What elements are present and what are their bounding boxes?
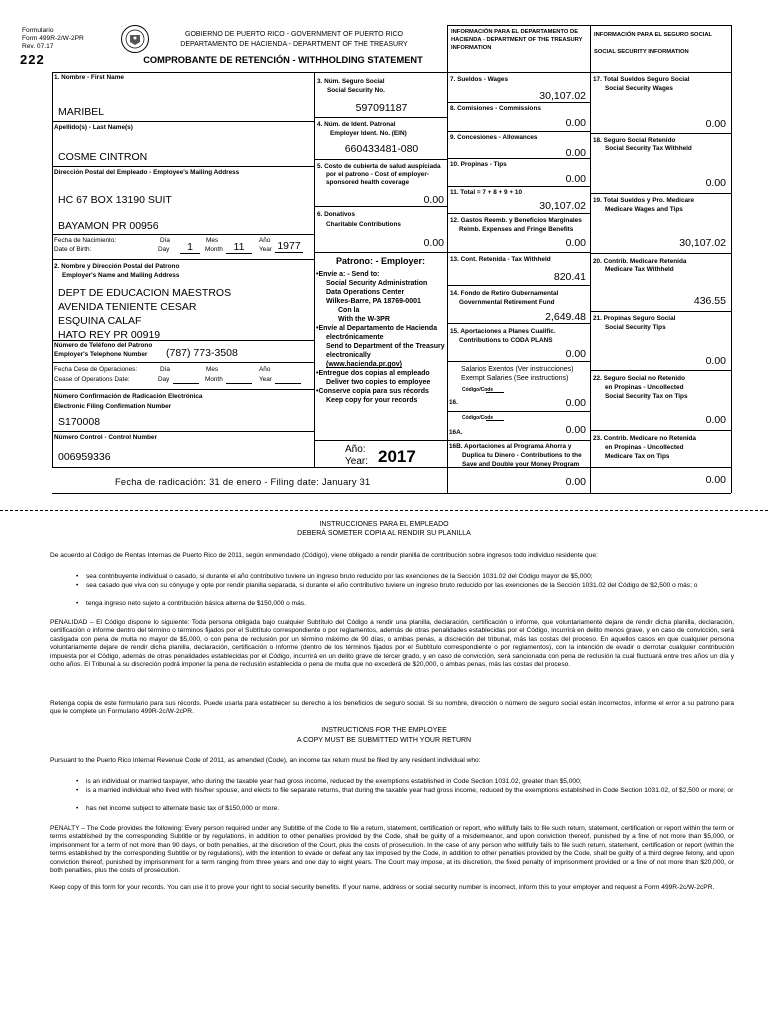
- ssn-value: 597091187: [355, 102, 408, 114]
- hacienda-link[interactable]: (www.hacienda.pr.gov): [326, 361, 402, 368]
- ss-wages-label-es: 17. Total Sueldos Seguro Social: [593, 76, 690, 83]
- divider: [447, 213, 590, 214]
- instructions-bullet3-es: tenga ingreso neto sujeto a contribución básica alterna de $150,000 o más.: [86, 600, 306, 607]
- divider: [447, 440, 590, 441]
- divider: [52, 72, 53, 467]
- divider: [590, 133, 731, 134]
- divider: [731, 25, 732, 493]
- health-cost-value: 0.00: [423, 194, 444, 206]
- divider: [447, 361, 590, 362]
- divider: [447, 323, 590, 324]
- divider: [447, 411, 590, 412]
- divider: [314, 159, 447, 160]
- birth-date-label-es: Fecha de Nacimiento:: [54, 237, 117, 244]
- divider: [447, 102, 590, 103]
- uncollected-medicare-label-l3: Medicare Tax on Tips: [605, 453, 670, 460]
- divider: [447, 186, 590, 187]
- instructions-bullet1-en: is an individual or married taxpayer, who during the taxable year had gross income, reduced by the exemptions established in Code Section 1031.02, greater than $5,000;: [86, 778, 582, 785]
- uncollected-ss-label-l1: 22. Seguro Social no Retenido: [593, 375, 685, 382]
- bullet-icon: •: [76, 582, 79, 589]
- cease-month-label-es: Mes: [206, 366, 219, 373]
- allowances-value: 0.00: [565, 147, 586, 159]
- birth-day-label-en: Day: [158, 246, 170, 253]
- save-double-label-l3: Save and Double your Money Program: [462, 461, 580, 468]
- last-name-value: COSME CINTRON: [58, 151, 148, 163]
- divider: [590, 430, 731, 431]
- save-double-value: 0.00: [565, 476, 586, 488]
- ssa-city: Wilkes-Barre, PA 18769-0001: [326, 298, 421, 305]
- instructions-heading-es: INSTRUCCIONES PARA EL EMPLEADO: [319, 521, 449, 528]
- department-title: DEPARTAMENTO DE HACIENDA - DEPARTMENT OF THE TREASURY: [180, 41, 408, 48]
- divider: [590, 193, 731, 194]
- code-blank-16a: [486, 415, 504, 421]
- control-number-value: 006959336: [58, 451, 111, 463]
- employer-name-line3: ESQUINA CALAF: [58, 315, 142, 327]
- bullet-icon: •: [76, 805, 79, 812]
- birth-year-value: 1977: [275, 240, 303, 253]
- with-label-en: With the W-3PR: [338, 316, 390, 323]
- ssa-name: Social Security Administration: [326, 280, 428, 287]
- bullet-icon: •: [76, 573, 79, 580]
- health-cost-label-l1: 5. Costo de cubierta de salud auspiciada: [317, 163, 441, 170]
- divider: [52, 121, 314, 122]
- first-name-label: 1. Nombre - First Name: [54, 74, 124, 81]
- keep-copy-es: •Conserve copia para sus récords: [316, 388, 429, 395]
- allowances-label: 9. Concesiones - Allowances: [450, 134, 538, 141]
- divider: [447, 25, 731, 26]
- instructions-intro-en: Pursuant to the Puerto Rico Internal Revenue Code of 2011, as amended (Code), an income tax return must be filed by any resident individual who:: [50, 757, 481, 764]
- retirement-label-es: 14. Fondo de Retiro Gubernamental: [450, 290, 559, 297]
- code-label-16: Código/Code: [462, 387, 494, 393]
- instructions-bullet1-es: sea contribuyente individual o casado, si durante el año contributivo tuviere un ingreso bruto reducido por las exenciones de la Sección 1031.02 del Código mayor de $5,000;: [86, 573, 593, 580]
- cease-year-label-en: Year: [259, 376, 272, 383]
- employee-address-label: Dirección Postal del Empleado - Employee's Mailing Address: [54, 169, 240, 176]
- retirement-value: 2,649.48: [545, 311, 586, 323]
- form-revision: Rev. 07.17: [22, 43, 54, 50]
- ein-value: 660433481-080: [344, 143, 419, 155]
- tax-year-label-en: Year:: [345, 456, 368, 467]
- cease-year-blank: [275, 376, 301, 384]
- employer-name-line1: DEPT DE EDUCACION MAESTROS: [58, 287, 232, 299]
- ss-info-heading-en: SOCIAL SECURITY INFORMATION: [594, 49, 689, 55]
- wages-value: 30,107.02: [539, 90, 586, 102]
- employer-name-line2: AVENIDA TENIENTE CESAR: [58, 301, 197, 313]
- tax-withheld-label: 13. Cont. Retenida - Tax Withheld: [450, 256, 551, 263]
- uncollected-medicare-value: 0.00: [705, 474, 726, 486]
- control-number-label: Número Control - Control Number: [54, 434, 157, 441]
- cease-month-blank: [226, 376, 252, 384]
- tips-label: 10. Propinas - Tips: [450, 161, 507, 168]
- treasury-info-heading: INFORMACIÓN PARA EL DEPARTAMENTO DE HACIENDA - DEPARTMENT OF THE TREASURY INFORMATION: [451, 29, 583, 51]
- medicare-withheld-label-en: Medicare Tax Withheld: [605, 266, 674, 273]
- divider: [447, 285, 590, 286]
- instructions-heading-en: INSTRUCTIONS FOR THE EMPLOYEE: [321, 727, 447, 734]
- divider: [447, 158, 590, 159]
- bullet-icon: •: [76, 787, 79, 794]
- employer-name-line4: HATO REY PR 00919: [58, 329, 161, 341]
- total-value: 30,107.02: [539, 200, 586, 212]
- divider: [447, 131, 590, 132]
- code-blank-16: [486, 387, 504, 393]
- divider: [52, 362, 314, 363]
- medicare-withheld-label-es: 20. Contrib. Medicare Retenida: [593, 258, 687, 265]
- donations-value: 0.00: [423, 237, 444, 249]
- birth-year-label-en: Year: [259, 246, 272, 253]
- employer-phone-label-en: Employer's Telephone Number: [54, 351, 148, 358]
- first-name-value: MARIBEL: [58, 106, 105, 118]
- medicare-wages-value: 30,107.02: [679, 237, 726, 249]
- fringe-value: 0.00: [565, 237, 586, 249]
- divider: [447, 25, 448, 493]
- divider: [52, 467, 731, 468]
- ein-label-en: Employer Ident. No. (EIN): [330, 130, 407, 137]
- divider: [52, 259, 314, 260]
- divider: [52, 234, 314, 235]
- box16a-number: 16A.: [449, 429, 463, 436]
- ss-tips-value: 0.00: [705, 355, 726, 367]
- employer-phone-label-es: Número de Teléfono del Patrono: [54, 342, 153, 349]
- save-double-label-l1: 16B. Aportaciones al Programa Ahorra y: [449, 443, 572, 450]
- cease-date-label-en: Cease of Operations Date:: [54, 376, 130, 383]
- efile-label-es: Número Confirmación de Radicación Electrónica: [54, 393, 203, 400]
- ss-tips-label-es: 21. Propinas Seguro Social: [593, 315, 676, 322]
- coda-value: 0.00: [565, 348, 586, 360]
- instructions-bullet2-es: sea casado que viva con su cónyuge y opte por rendir planilla separada, si durante el año contributivo tuviere un ingreso bruto reducido por las exenciones de la Sección 1031.02 del Código de $2,500 o más; o: [86, 582, 698, 589]
- divider: [314, 252, 447, 253]
- keep-copy-text-en: Keep copy of this form for your records. You can use it to prove your right to social security benefits. If your name, address or social security number is incorrect, inform this to your employer and request a Form 499R-2c/W-2cPR.: [50, 884, 715, 891]
- instructions-bullet2-en: is a married individual who lived with his/her spouse, and elects to file separate returns, that during the taxable year had gross income, reduced by the exemptions established in Code Section 1031.02, of $2,500 or more; or: [86, 787, 734, 794]
- instructions-bullet3-en: has net income subject to alternate basic tax of $150,000 or more.: [86, 805, 280, 812]
- employer-name-label-es: 2. Nombre y Dirección Postal del Patrono: [54, 263, 180, 270]
- donations-label-en: Charitable Contributions: [326, 221, 401, 228]
- box16a-value: 0.00: [565, 424, 586, 436]
- send-electronic-es-2: electrónicamente: [326, 334, 384, 341]
- keep-copy-en: Keep copy for your records: [326, 397, 418, 404]
- health-cost-label-l3: sponsored health coverage: [326, 179, 410, 186]
- instructions-intro-es: De acuerdo al Código de Rentas Internas de Puerto Rico de 2011, según enmendado (Código), viene obligado a rendir planilla de contribución sobre ingresos todo individuo residente que:: [50, 552, 598, 559]
- save-double-label-l2: Duplica tu Dinero - Contributions to the: [462, 452, 582, 459]
- divider: [314, 206, 447, 207]
- exempt-salaries-label-es: Salarios Exentos (Ver instrucciones): [461, 366, 574, 373]
- government-title: GOBIERNO DE PUERTO RICO - GOVERNMENT OF PUERTO RICO: [185, 31, 403, 38]
- penalty-text-en: PENALTY – The Code provides the following: Every person required under any Subtitle of the Code to file a return, statement, certification or report, who willfully fails to file such return, statement, certification or report within the term or terms established by the corresponding Subtitle or by regulations, in addition to other penalties provided by the Code, shall be guilty of a misdemeanor, and upon conviction thereof, punished by a fine of not more than $5,000, or imprisonment for a term of not more than 90 days, or both penalties, at the discretion of the Court, plus the costs of prosecution. In the case of any person who willfully fails to file such return, statement, certification or report (within the terms established by the corresponding Subtitle or by regulations), with the intention to evade or defeat any tax imposed by the Code, in addition to other penalties provided by the Code, shall be guilty of a third degree felony, and upon conviction thereof, punished by imprisonment for a term ranging from three years and one day to eight years. The Court may impose, at its discretion, the fixed penalty of imprisonment provided or a fine of not more than $20,000, or both penalties, plus the costs of prosecution.: [50, 825, 734, 875]
- retirement-label-en: Governmental Retirement Fund: [459, 299, 555, 306]
- divider: [314, 72, 315, 467]
- with-label-es: Con la: [338, 307, 360, 314]
- ein-label-es: 4. Núm. de Ident. Patronal: [317, 121, 396, 128]
- birth-month-label-en: Month: [205, 246, 223, 253]
- divider: [52, 72, 731, 73]
- health-cost-label-l2: por el patrono - Cost of employer-: [326, 171, 429, 178]
- divider: [590, 311, 731, 312]
- bullet-icon: •: [76, 778, 79, 785]
- wages-label: 7. Sueldos - Wages: [450, 76, 509, 83]
- employee-address-line2: BAYAMON PR 00956: [58, 220, 159, 232]
- divider: [590, 253, 731, 254]
- box16-number: 16.: [449, 399, 458, 406]
- ss-withheld-label-en: Social Security Tax Withheld: [605, 145, 692, 152]
- divider: [52, 166, 314, 167]
- medicare-wages-label-en: Medicare Wages and Tips: [605, 206, 683, 213]
- efile-label-en: Electronic Filing Confirmation Number: [54, 403, 172, 410]
- uncollected-medicare-label-l2: en Propinas - Uncollected: [605, 444, 684, 451]
- total-label: 11. Total = 7 + 8 + 9 + 10: [450, 189, 522, 196]
- cease-day-label-es: Día: [160, 366, 170, 373]
- last-name-label: Apellido(s) - Last Name(s): [54, 124, 133, 131]
- divider: [52, 340, 314, 341]
- cease-day-label-en: Day: [158, 376, 170, 383]
- exempt-salaries-label-en: Exempt Salaries (See instructions): [461, 375, 569, 382]
- tips-value: 0.00: [565, 173, 586, 185]
- bullet-icon: •: [76, 600, 79, 607]
- donations-label-es: 6. Donativos: [317, 211, 355, 218]
- cease-year-label-es: Año: [259, 366, 271, 373]
- document-title: COMPROBANTE DE RETENCIÓN - WITHHOLDING STATEMENT: [143, 55, 423, 65]
- birth-day-value: 1: [180, 241, 200, 254]
- uncollected-ss-label-l2: en Propinas - Uncollected: [605, 384, 684, 391]
- form-code: 222: [20, 52, 45, 67]
- cease-month-label-en: Month: [205, 376, 223, 383]
- divider: [590, 25, 591, 493]
- ssn-label-en: Social Security No.: [327, 87, 385, 94]
- box16-value: 0.00: [565, 397, 586, 409]
- keep-copy-text-es: Retenga copia de este formulario para sus récords. Puede usarla para establecer su derecho a los beneficios de seguro social. Si su nombre, dirección o número de seguro social están incorrectos, informe el error a su patrono para que le complete un Formulario 499R-2c/W-2cPR.: [50, 700, 734, 716]
- send-to-label: •Envíe a: - Send to:: [316, 271, 380, 278]
- birth-date-label-en: Date of Birth:: [54, 246, 92, 253]
- cease-day-blank: [173, 376, 199, 384]
- divider: [314, 440, 447, 441]
- tax-year-value: 2017: [378, 447, 416, 466]
- form-number: Form 499R-2/W-2PR: [22, 35, 84, 42]
- filing-date: Fecha de radicación: 31 de enero - Filing date: January 31: [115, 477, 371, 487]
- divider: [314, 117, 447, 118]
- code-label-16a: Código/Code: [462, 415, 494, 421]
- seal-icon: [120, 24, 150, 54]
- ss-withheld-label-es: 18. Seguro Social Retenido: [593, 137, 676, 144]
- ssa-center: Data Operations Center: [326, 289, 405, 296]
- send-electronic-en: Send to Department of the Treasury: [326, 343, 445, 350]
- commissions-value: 0.00: [565, 117, 586, 129]
- send-electronic-en-2: electronically: [326, 352, 371, 359]
- fringe-label-en: Reimb. Expenses and Fringe Benefits: [459, 226, 574, 233]
- divider: [52, 431, 314, 432]
- ss-wages-label-en: Social Security Wages: [605, 85, 673, 92]
- tax-withheld-value: 820.41: [553, 271, 586, 283]
- deliver-copies-en: Deliver two copies to employee: [326, 379, 431, 386]
- medicare-wages-label-es: 19. Total Sueldos y Pro. Medicare: [593, 197, 695, 204]
- penalty-text-es: PENALIDAD – El Código dispone lo siguiente: Toda persona obligada bajo cualquier Subtítulo del Código a rendir una planilla, declaración, certificación o informe, que voluntariamente dejare de rendir dicha planilla, declaración, certificación o informe dentro del término o términos fijados por el Subtítulo correspondiente o por reglamentos, además de otras penalidades establecidas por el Código, incurrirá en delito menos grave, y en caso de convicción, será castigada con pena de multa no mayor de $5,000, o con pena de reclusión por un término máximo de 90 días, o ambas penas, a discreción del tribunal, más las costas del proceso. En aquellos casos en que cualquier persona voluntariamente dejare de rendir dicha planilla, declaración, certificación o informe (dentro de los términos fijados por el Subtítulo correspondiente o por reglamentos), con la intención de evadir o derrotar cualquier contribución impuesta por el Código, además de otras penalidades establecidas por el Código, incurrirá en un delito grave de tercer grado, y en caso de convicción, será sancionada con pena de reclusión la cual fluctuará entre tres años un día y ocho años. El Tribunal a su discreción podrá imponer la pena de reclusión establecida o pena de multa que no excederá de $20,000, o ambas penas, más las costas del proceso.: [50, 619, 734, 669]
- cease-date-label-es: Fecha Cese de Operaciones:: [54, 366, 138, 373]
- employer-name-label-en: Employer's Name and Mailing Address: [62, 272, 180, 279]
- deliver-copies-es: •Entregue dos copias al empleado: [316, 370, 430, 377]
- instructions-subheading-en: A COPY MUST BE SUBMITTED WITH YOUR RETURN: [296, 737, 472, 744]
- uncollected-medicare-label-l1: 23. Contrib. Medicare no Retenida: [593, 435, 696, 442]
- divider: [52, 493, 731, 494]
- uncollected-ss-label-l3: Social Security Tax on Tips: [605, 393, 688, 400]
- instructions-subheading-es: DEBERÁ SOMETER COPIA AL RENDIR SU PLANILLA: [297, 530, 471, 537]
- ss-info-heading-es: INFORMACIÓN PARA EL SEGURO SOCIAL: [594, 32, 713, 38]
- ss-withheld-value: 0.00: [705, 177, 726, 189]
- coda-label-es: 15. Aportaciones a Planes Cualific.: [450, 328, 556, 335]
- divider: [52, 389, 314, 390]
- fringe-label-es: 12. Gastos Reemb. y Beneficios Marginales: [450, 217, 582, 224]
- ss-wages-value: 0.00: [705, 118, 726, 130]
- ss-tips-label-en: Social Security Tips: [605, 324, 666, 331]
- divider: [590, 370, 731, 371]
- coda-label-en: Contributions to CODA PLANS: [459, 337, 553, 344]
- ssn-label-es: 3. Núm. Seguro Social: [317, 78, 385, 85]
- send-electronic-es: •Envíe al Departamento de Hacienda: [316, 325, 438, 332]
- birth-year-label-es: Año: [259, 237, 271, 244]
- employee-address-line1: HC 67 BOX 13190 SUIT: [58, 194, 172, 206]
- tax-year-label-es: Año:: [345, 444, 366, 455]
- birth-month-label-es: Mes: [206, 237, 219, 244]
- birth-month-value: 11: [226, 241, 252, 254]
- tear-line: [0, 510, 768, 511]
- efile-value: S170008: [58, 416, 101, 428]
- commissions-label: 8. Comisiones - Commissions: [450, 105, 541, 112]
- birth-day-label-es: Día: [160, 237, 170, 244]
- form-label: Formulario: [22, 27, 54, 34]
- uncollected-ss-value: 0.00: [705, 414, 726, 426]
- medicare-withheld-value: 436.55: [693, 295, 726, 307]
- divider: [447, 252, 590, 253]
- employer-instructions-heading: Patrono: - Employer:: [335, 256, 425, 266]
- employer-phone-value: (787) 773-3508: [166, 347, 238, 359]
